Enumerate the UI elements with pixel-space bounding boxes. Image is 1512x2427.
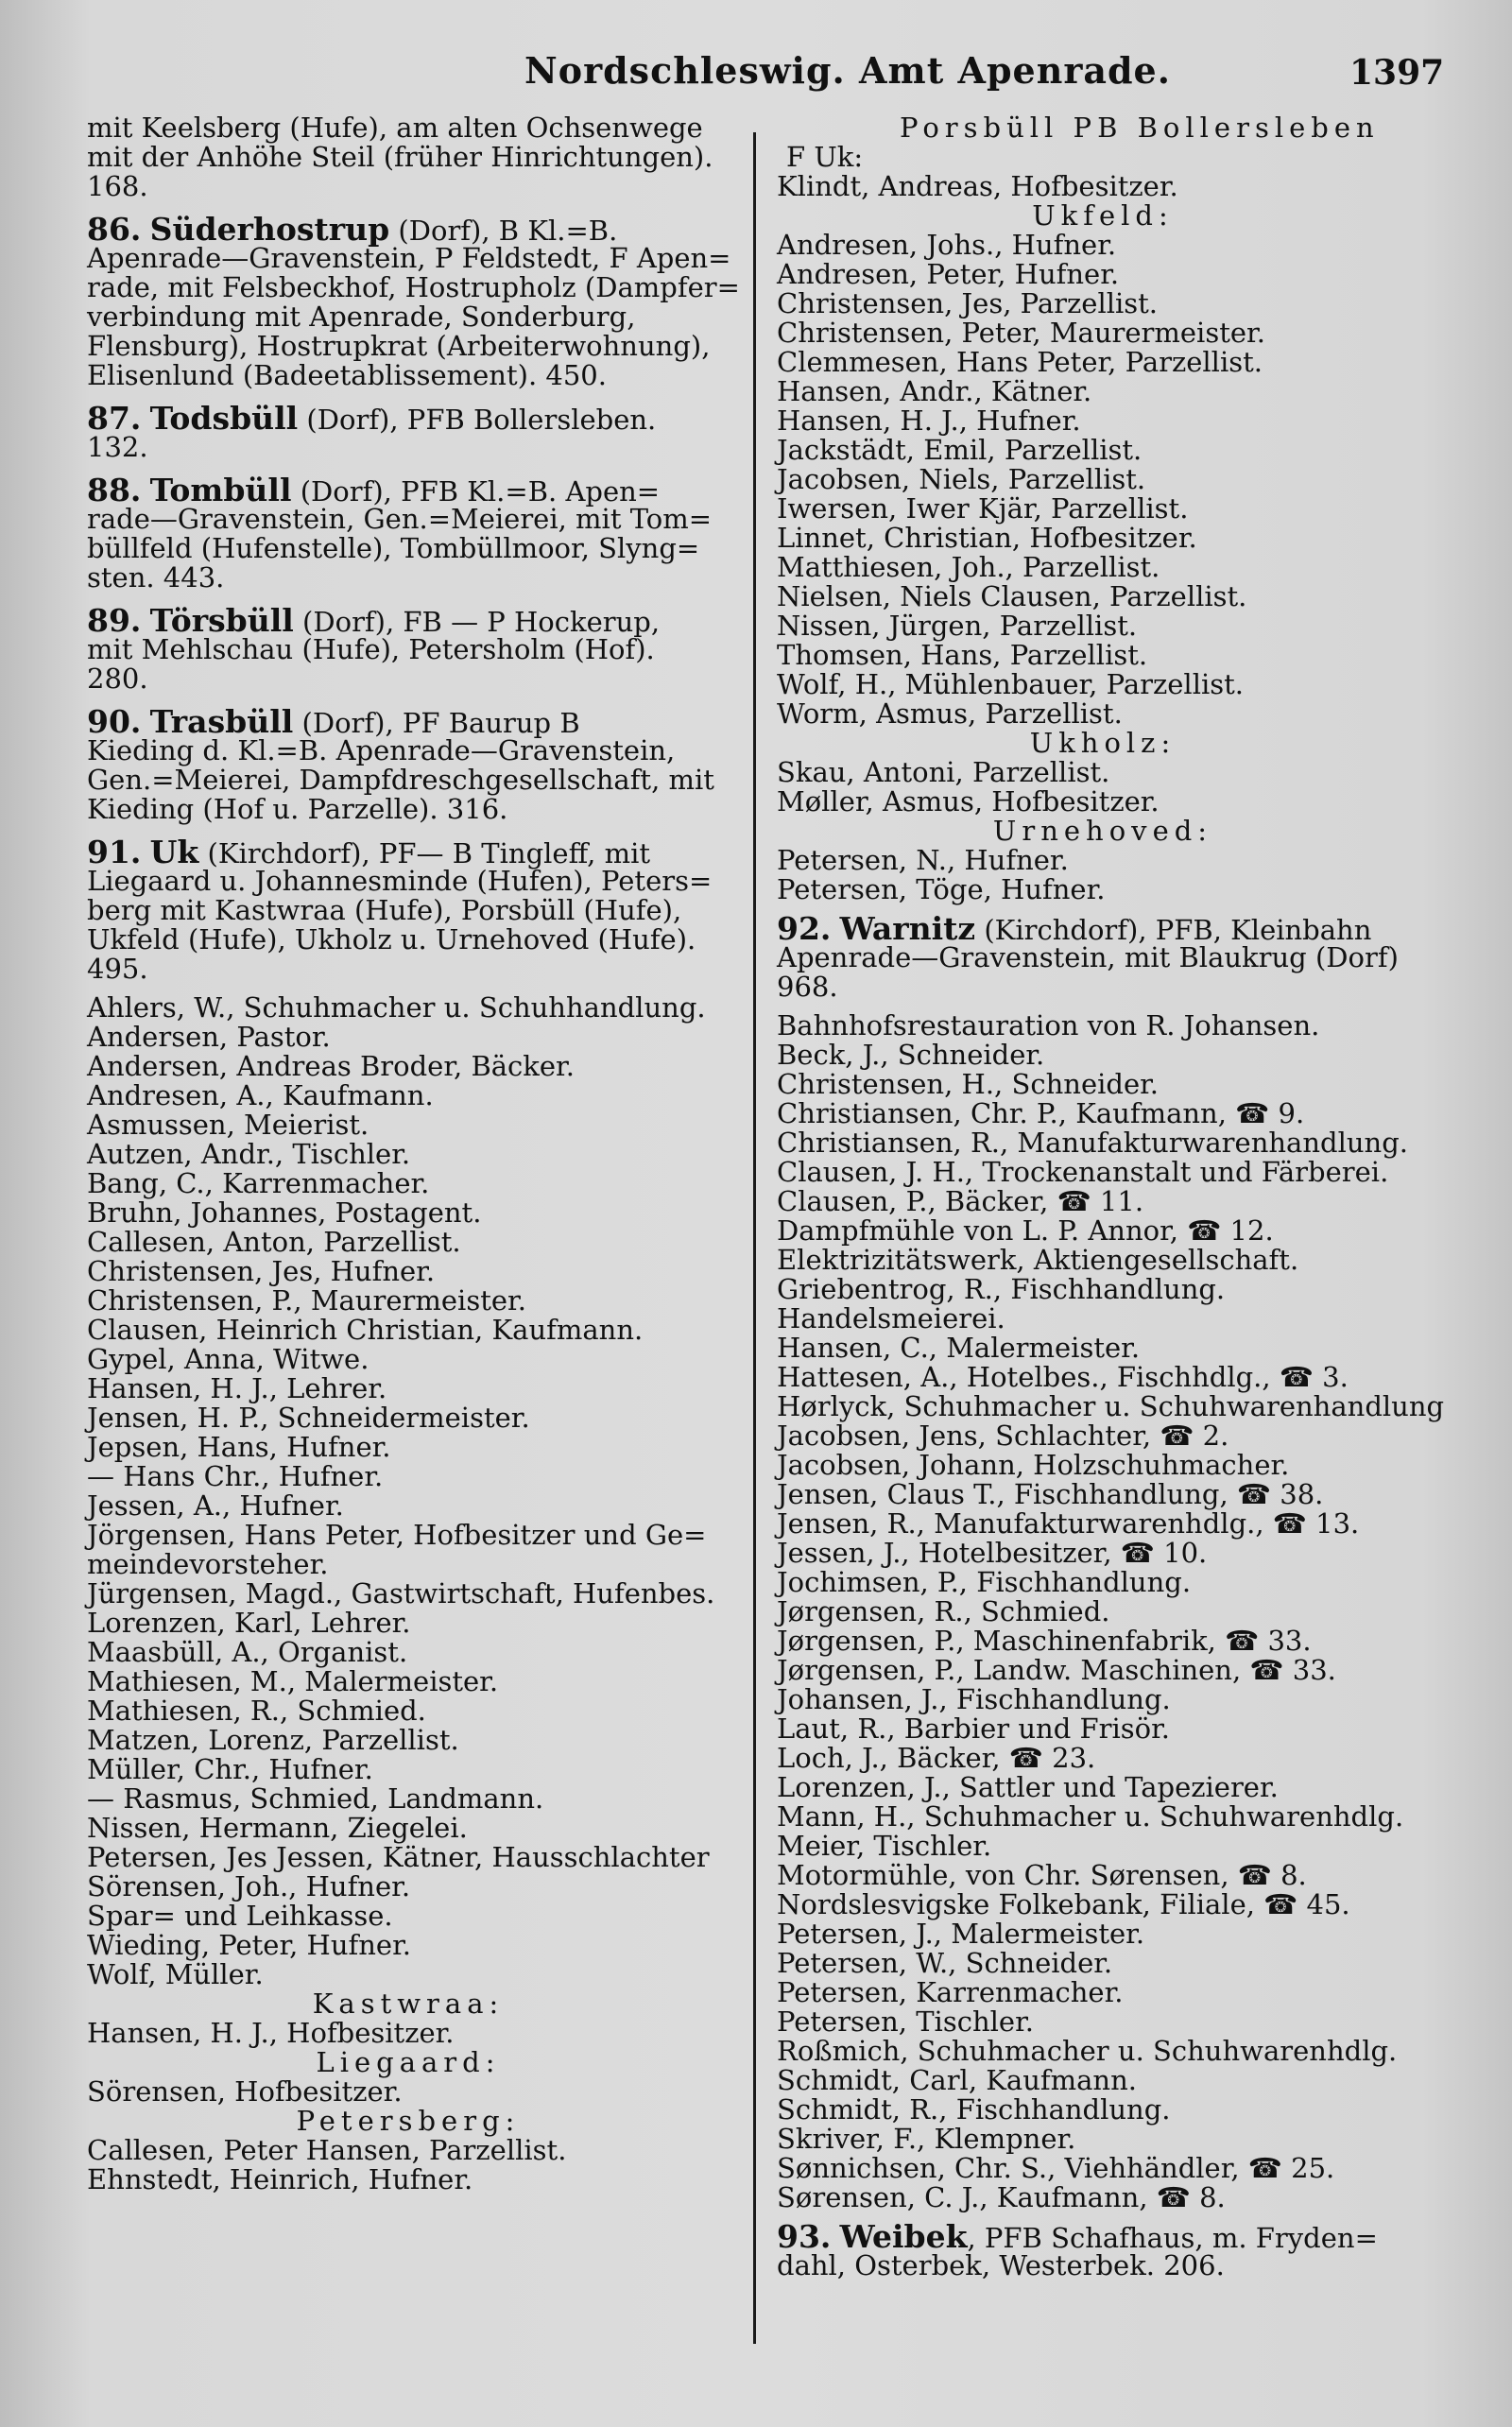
text-line: 495. [87, 953, 148, 985]
place-name: Todsbüll [149, 400, 299, 437]
porsbuell-list [777, 172, 1429, 201]
list-item: Schmidt, R., Fischhandlung. [777, 2093, 1171, 2126]
text-line: Liegaard u. Johannesminde (Hufen), Peters= [87, 865, 713, 897]
ukfeld-list [777, 231, 1429, 729]
place-name: Uk [149, 834, 199, 870]
list-item: Møller, Asmus, Hofbesitzer. [777, 785, 1160, 818]
text-line: mit Keelsberg (Hufe), am alten Ochsenwege [87, 112, 703, 144]
list-item: Bruhn, Johannes, Postagent. [87, 1196, 482, 1229]
list-item: Wolf, Müller. [87, 1958, 264, 1990]
list-item: Christiansen, R., Manufakturwarenhandlung. [777, 1127, 1408, 1159]
entry-text: (Dorf), B Kl.=B. [389, 215, 618, 247]
text-line: 168. [87, 170, 148, 202]
list-item: Christensen, Peter, Maurermeister. [777, 317, 1265, 349]
section-heading-petersberg: Petersberg: [296, 2105, 521, 2137]
entry-text: (Dorf), PF Baurup B [293, 707, 580, 739]
list-item: Callesen, Peter Hansen, Parzellist. [87, 2134, 567, 2166]
list-item: Maasbüll, A., Organist. [87, 1636, 408, 1668]
list-item: Ahlers, W., Schuhmacher u. Schuhhandlung. [87, 991, 706, 1024]
section-heading-porsbuell-cont: F Uk: [786, 141, 864, 173]
list-item: Sønnichsen, Chr. S., Viehhändler, ☎ 25. [777, 2152, 1335, 2184]
entry-number: 93. [777, 2218, 832, 2255]
text-line: Flensburg), Hostrupkrat (Arbeiterwohnung), [87, 330, 711, 362]
entry-92 [777, 910, 1429, 1003]
entry-number: 86. [87, 211, 142, 248]
list-item: Sørensen, C. J., Kaufmann, ☎ 8. [777, 2181, 1226, 2213]
text-line: Gen.=Meierei, Dampfdreschgesellschaft, mit [87, 764, 714, 796]
section-heading-ukfeld: Ukfeld: [1032, 199, 1174, 232]
list-item: Beck, J., Schneider. [777, 1039, 1045, 1071]
list-item: Clausen, P., Bäcker, ☎ 11. [777, 1185, 1144, 1217]
list-item: Hansen, Andr., Kätner. [777, 375, 1092, 407]
list-item: Johansen, J., Fischhandlung. [777, 1683, 1171, 1715]
text-line: Elisenlund (Badeetablissement). 450. [87, 359, 607, 391]
place-name: Warnitz [839, 910, 976, 947]
list-item: Asmussen, Meierist. [87, 1109, 369, 1141]
list-item: Autzen, Andr., Tischler. [87, 1138, 411, 1170]
entry-89 [87, 602, 730, 695]
list-item: Jessen, J., Hotelbesitzer, ☎ 10. [777, 1537, 1208, 1569]
list-item: meindevorsteher. [87, 1548, 329, 1580]
list-item: Matzen, Lorenz, Parzellist. [87, 1724, 459, 1756]
text-line: berg mit Kastwraa (Hufe), Porsbüll (Hufe), [87, 894, 682, 926]
list-item: Petersen, Töge, Hufner. [777, 873, 1106, 905]
list-item: Jørgensen, P., Landw. Maschinen, ☎ 33. [777, 1654, 1336, 1686]
list-item: Laut, R., Barbier und Frisör. [777, 1713, 1170, 1745]
list-item: Petersen, N., Hufner. [777, 844, 1069, 876]
list-item: Callesen, Anton, Parzellist. [87, 1226, 461, 1258]
list-item: Jacobsen, Niels, Parzellist. [777, 463, 1146, 495]
section-heading-urnehoved: Urnehoved: [992, 815, 1213, 847]
list-item: Sörensen, Joh., Hufner. [87, 1870, 411, 1902]
list-item: Hansen, H. J., Lehrer. [87, 1372, 387, 1404]
list-item: Spar= und Leihkasse. [87, 1900, 393, 1932]
list-item: Wolf, H., Mühlenbauer, Parzellist. [777, 668, 1245, 700]
section-heading-ukholz: Ukholz: [1029, 727, 1177, 759]
uk-residents-list [87, 993, 730, 1989]
list-item: Schmidt, Carl, Kaufmann. [777, 2064, 1137, 2096]
list-item: Christensen, Jes, Parzellist. [777, 287, 1159, 319]
entry-text: (Dorf), PFB Bollersleben. [298, 404, 657, 436]
list-item: Hansen, H. J., Hufner. [777, 404, 1081, 437]
list-item: Petersen, Tischler. [777, 2005, 1034, 2038]
text-line: sten. 443. [87, 561, 225, 594]
list-item: Ehnstedt, Heinrich, Hufner. [87, 2163, 473, 2195]
list-item: Jørgensen, P., Maschinenfabrik, ☎ 33. [777, 1625, 1312, 1657]
text-line: mit Mehlschau (Hufe), Petersholm (Hof). [87, 633, 655, 665]
place-name: Törsbüll [149, 602, 294, 639]
list-item: Jürgensen, Magd., Gastwirtschaft, Hufenbes. [87, 1577, 715, 1609]
list-item: Handelsmeierei. [777, 1302, 1005, 1334]
running-title: Nordschleswig. Amt Apenrade. [524, 49, 1171, 92]
right-column [777, 112, 1445, 2281]
page-number: 1397 [1349, 53, 1445, 93]
list-item: Clausen, Heinrich Christian, Kaufmann. [87, 1314, 644, 1346]
list-item: Iwersen, Iwer Kjär, Parzellist. [777, 492, 1189, 525]
list-item: Petersen, Jes Jessen, Kätner, Hausschlachter [87, 1841, 710, 1873]
list-item: Thomsen, Hans, Parzellist. [777, 639, 1148, 671]
place-name: Weibek [839, 2218, 968, 2255]
list-item: Jessen, A., Hufner. [87, 1489, 344, 1522]
list-item: Dampfmühle von L. P. Annor, ☎ 12. [777, 1214, 1274, 1247]
text-line: Kieding (Hof u. Parzelle). 316. [87, 793, 508, 825]
list-item: Worm, Asmus, Parzellist. [777, 697, 1123, 730]
place-name: Trasbüll [149, 703, 294, 740]
entry-text: (Kirchdorf), PFB, Kleinbahn [975, 914, 1372, 946]
list-item: Meier, Tischler. [777, 1830, 992, 1862]
text-line: 280. [87, 663, 148, 695]
list-item: Nordslesvigske Folkebank, Filiale, ☎ 45. [777, 1888, 1350, 1920]
list-item: Lorenzen, J., Sattler und Tapezierer. [777, 1771, 1279, 1803]
section-heading-kastwraa: Kastwraa: [312, 1988, 505, 2020]
text-line: 132. [87, 431, 148, 463]
place-name: Süderhostrup [149, 211, 390, 248]
entry-text: , PFB Schafhaus, m. Fryden= [967, 2222, 1378, 2254]
entry-88 [87, 472, 730, 594]
list-item: Klindt, Andreas, Hofbesitzer. [777, 170, 1178, 202]
list-item: — Hans Chr., Hufner. [87, 1460, 384, 1492]
list-item: Mann, H., Schuhmacher u. Schuhwarenhdlg. [777, 1800, 1404, 1833]
text-line: Kieding d. Kl.=B. Apenrade—Gravenstein, [87, 734, 676, 766]
text-line: 968. [777, 971, 838, 1003]
entry-90 [87, 703, 730, 825]
text-line: büllfeld (Hufenstelle), Tombüllmoor, Slyng= [87, 532, 700, 564]
list-item: Mathiesen, M., Malermeister. [87, 1665, 499, 1697]
page-header [0, 49, 1512, 106]
list-item: Clausen, J. H., Trockenanstalt und Färberei. [777, 1156, 1389, 1188]
list-item: Mathiesen, R., Schmied. [87, 1695, 426, 1727]
entry-number: 87. [87, 400, 142, 437]
text-line: dahl, Osterbek, Westerbek. 206. [777, 2249, 1225, 2281]
list-item: Griebentrog, R., Fischhandlung. [777, 1273, 1226, 1305]
list-item: Lorenzen, Karl, Lehrer. [87, 1607, 411, 1639]
entry-93 [777, 2218, 1429, 2281]
list-item: Matthiesen, Joh., Parzellist. [777, 551, 1160, 583]
entry-text: (Dorf), PFB Kl.=B. Apen= [291, 475, 661, 508]
list-item: Petersen, Karrenmacher. [777, 1976, 1124, 2008]
entry-87 [87, 400, 730, 463]
intro-continuation [87, 113, 730, 201]
petersberg-list [87, 2136, 730, 2195]
entry-91 [87, 834, 730, 985]
text-line: mit der Anhöhe Steil (früher Hinrichtungen). [87, 141, 713, 173]
list-item: Petersen, W., Schneider. [777, 1947, 1113, 1979]
list-item: Jensen, R., Manufakturwarenhdlg., ☎ 13. [777, 1507, 1360, 1540]
entry-text: (Dorf), FB — P Hockerup, [293, 606, 661, 638]
list-item: Christiansen, Chr. P., Kaufmann, ☎ 9. [777, 1097, 1305, 1129]
list-item: — Rasmus, Schmied, Landmann. [87, 1782, 544, 1815]
text-line: Apenrade—Gravenstein, P Feldstedt, F Apen= [87, 242, 731, 274]
list-item: Jacobsen, Jens, Schlachter, ☎ 2. [777, 1420, 1229, 1452]
list-item: Jörgensen, Hans Peter, Hofbesitzer und Ge= [87, 1519, 707, 1551]
list-item: Clemmesen, Hans Peter, Parzellist. [777, 346, 1263, 378]
list-item: Christensen, P., Maurermeister. [87, 1284, 526, 1317]
text-line: verbindung mit Apenrade, Sonderburg, [87, 301, 636, 333]
list-item: Gypel, Anna, Witwe. [87, 1343, 369, 1375]
list-item: Jochimsen, P., Fischhandlung. [777, 1566, 1192, 1598]
entry-86 [87, 211, 740, 391]
column-divider [753, 132, 756, 2344]
list-item: Andresen, A., Kaufmann. [87, 1079, 434, 1111]
list-item: Petersen, J., Malermeister. [777, 1918, 1145, 1950]
left-column [87, 112, 740, 2195]
list-item: Skriver, F., Klempner. [777, 2123, 1076, 2155]
list-item: Nielsen, Niels Clausen, Parzellist. [777, 580, 1247, 612]
list-item: Andresen, Peter, Hufner. [777, 258, 1120, 290]
list-item: Bang, C., Karrenmacher. [87, 1167, 430, 1199]
text-line: Apenrade—Gravenstein, mit Blaukrug (Dorf) [777, 941, 1399, 973]
list-item: Bahnhofsrestauration von R. Johansen. [777, 1009, 1320, 1041]
text-line: rade, mit Felsbeckhof, Hostrupholz (Dampfer= [87, 271, 740, 303]
entry-number: 88. [87, 472, 142, 508]
list-item: Andersen, Andreas Broder, Bäcker. [87, 1050, 575, 1082]
list-item: Christensen, Jes, Hufner. [87, 1255, 436, 1287]
list-item: Hansen, C., Malermeister. [777, 1332, 1141, 1364]
list-item: Linnet, Christian, Hofbesitzer. [777, 522, 1197, 554]
list-item: Jørgensen, R., Schmied. [777, 1595, 1110, 1627]
list-item: Hørlyck, Schuhmacher u. Schuhwarenhandlung [777, 1390, 1445, 1422]
list-item: Jensen, Claus T., Fischhandlung, ☎ 38. [777, 1478, 1324, 1510]
list-item: Motormühle, von Chr. Sørensen, ☎ 8. [777, 1859, 1307, 1891]
liegaard-list [87, 2077, 730, 2107]
list-item: Nissen, Hermann, Ziegelei. [87, 1812, 468, 1844]
list-item: Christensen, H., Schneider. [777, 1068, 1160, 1100]
ukholz-list [777, 758, 1429, 817]
urnehoved-list [777, 846, 1429, 904]
section-heading-liegaard: Liegaard: [316, 2046, 501, 2078]
section-heading-porsbuell: Porsbüll PB Bollersleben [900, 112, 1380, 144]
list-item: Wieding, Peter, Hufner. [87, 1929, 411, 1961]
list-item: Nissen, Jürgen, Parzellist. [777, 610, 1138, 642]
entry-number: 90. [87, 703, 142, 740]
entry-number: 92. [777, 910, 832, 947]
list-item: Skau, Antoni, Parzellist. [777, 756, 1110, 788]
entry-number: 89. [87, 602, 142, 639]
list-item: Roßmich, Schuhmacher u. Schuhwarenhdlg. [777, 2035, 1398, 2067]
list-item: Hattesen, A., Hotelbes., Fischhdlg., ☎ 3. [777, 1361, 1349, 1393]
list-item: Loch, J., Bäcker, ☎ 23. [777, 1742, 1096, 1774]
list-item: Müller, Chr., Hufner. [87, 1753, 373, 1785]
list-item: Jackstädt, Emil, Parzellist. [777, 434, 1143, 466]
text-line: rade—Gravenstein, Gen.=Meierei, mit Tom= [87, 503, 713, 535]
text-line: Ukfeld (Hufe), Ukholz u. Urnehoved (Hufe). [87, 923, 696, 955]
list-item: Elektrizitätswerk, Aktiengesellschaft. [777, 1244, 1299, 1276]
entry-number: 91. [87, 834, 142, 870]
list-item: Jepsen, Hans, Hufner. [87, 1431, 391, 1463]
list-item: Hansen, H. J., Hofbesitzer. [87, 2017, 455, 2049]
list-item: Sörensen, Hofbesitzer. [87, 2075, 403, 2108]
place-name: Tombüll [149, 472, 292, 508]
kastwraa-list [87, 2019, 730, 2048]
entry-text: (Kirchdorf), PF— B Tingleff, mit [198, 837, 651, 869]
list-item: Jacobsen, Johann, Holzschuhmacher. [777, 1449, 1290, 1481]
warnitz-residents-list [777, 1009, 1445, 2213]
list-item: Andersen, Pastor. [87, 1021, 331, 1053]
list-item: Andresen, Johs., Hufner. [777, 229, 1117, 261]
list-item: Jensen, H. P., Schneidermeister. [87, 1402, 530, 1434]
